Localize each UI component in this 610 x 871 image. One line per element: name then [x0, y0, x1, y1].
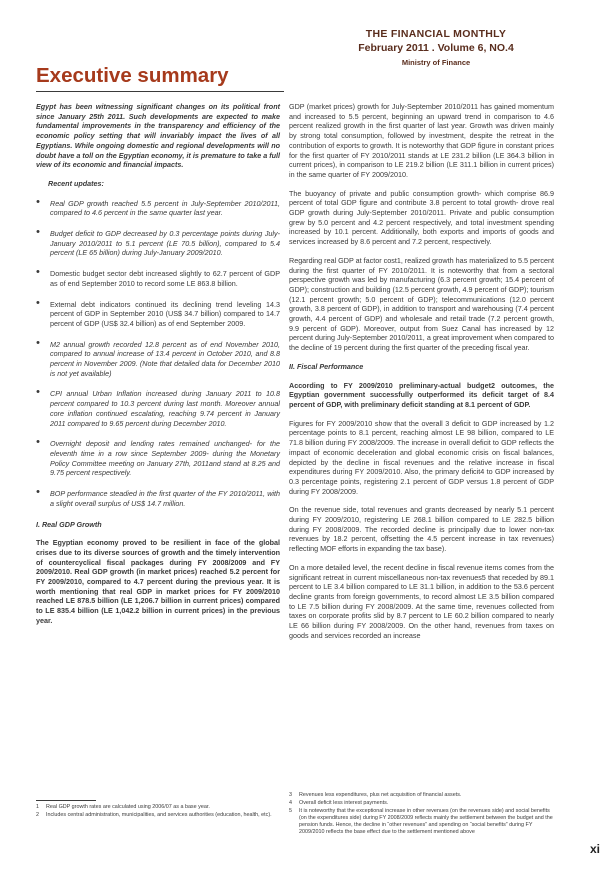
paragraph: On a more detailed level, the recent decline in fiscal revenue items comes from the significant retreat in current miscellaneous non-tax revenues5 that receded by 89.1 percent to LE 3.4 billion compared to LE 31.1 billion, in addition to the 53.6 percent decline grants from foreign governments, to record almost LE 3.5 billion compared to LE 7.5 billion during FY 2008/2009. At the same time, revenues collected from taxes on corporate profits slid by 8.7 percent to LE 60.2 billion compared to nearly LE 66 billion during FY 2008/2009. On the other hand, revenues from taxes on goods and services recorded an increase — [289, 562, 554, 640]
footnote: 2 Includes central administration, municipalities, and services authorities (education, health, etc). — [36, 812, 272, 818]
bullet-item: • Real GDP growth reached 5.5 percent in July-September 2010/2011, compared to 4.6 percent in the same quarter last year. — [36, 199, 280, 218]
intro-paragraph: Egypt has been witnessing significant changes on its political front since January 25th 2011. Such developments are expected to make fundamental improvements in the transparency and efficiency of the economic policy setting that will invariably impact the lives of all Egyptians. While ongoing domestic and regional developments will no doubt have a toll on the Egyptian economy, it is premature to take a full view of its economic and financial impacts. — [36, 102, 280, 170]
paragraph: Figures for FY 2009/2010 show that the overall 3 deficit to GDP increased by 1.2 percentage points to 8.1 percent, reaching almost LE 98 billion, compared to LE 71.8 billion during FY 2008/2009. The increase in overall deficit to GDP reflects the impact of economic deceleration and global economic crisis on fiscal balances, depicted by the decline in fiscal revenues and the relative increase in fiscal expenditures during FY 2009/2010. Also, the primary deficit4 to GDP increased by 0.3 percentage points, registering 2.1 percent of GDP versus 1.8 percent of GDP during FY 2008/2009. — [289, 418, 554, 496]
page-title: Executive summary — [36, 64, 229, 87]
footnote: 1 Real GDP growth rates are calculated using 2006/07 as a base year. — [36, 804, 210, 810]
right-column — [289, 102, 554, 649]
section-heading-gdp: I. Real GDP Growth — [36, 519, 102, 529]
bullet-item: • Overnight deposit and lending rates remained unchanged- for the eleventh time in a row since September 2009- during the Monetary Policy Committee meeting on January 27th, 2011and stand at 8.25 and 9.75 percent respectively. — [36, 439, 280, 478]
footnote-rule — [36, 800, 96, 801]
section-heading-fiscal: II. Fiscal Performance — [289, 361, 364, 371]
gdp-paragraph: The Egyptian economy proved to be resilient in face of the global crises due to its diverse sources of growth and the timely intervention of countercyclical fiscal packages during FY 2008/2009 and FY 2009/2010. Real GDP growth (in market prices) reached 5.2 percent for FY 2009/2010, compared to 4.7 percent during the previous year. It is worth mentioning that real GDP in market prices for FY 2009/2010 reached LE 878.5 billion (LE 1,206.7 billion in current prices) compared to LE 835.4 billion (LE 1,042.2 billion in current prices) in the previous year. — [36, 538, 280, 625]
bullet-item: • M2 annual growth recorded 12.8 percent as of end November 2010, compared to annual increase of 13.4 percent in October 2010, and 8.8 percent in November 2009. (Note that detailed data for December 2010 is not yet available) — [36, 340, 280, 379]
title-rule — [36, 91, 284, 92]
page-number: xi — [589, 842, 600, 856]
recent-updates-heading: Recent updates: — [48, 178, 104, 188]
title-block — [36, 64, 284, 92]
issue-line: February 2011 . Volume 6, NO.4 — [358, 42, 514, 54]
bullet-item: • Domestic budget sector debt increased slightly to 62.7 percent of GDP as of end September 2010 to record some LE 863.8 billion. — [36, 269, 280, 288]
paragraph: GDP (market prices) growth for July-September 2010/2011 has gained momentum and increased to 5.5 percent, beginning an upward trend in comparison to 4.6 percent realized growth in the first quarter of last year. Growth was driven mainly by strong total consumption, followed by investment, despite the retreat in the contribution of exports to growth. It is noteworthy that GDP figure in constant prices for the first quarter of FY 2010/2011 stands at LE 231.2 billion (LE 364.3 billion in current prices), in comparison to LE 219.2 billion (LE 311.1 billion in current prices) in the same quarter of FY 2009/2010. — [289, 102, 554, 179]
paragraph: On the revenue side, total revenues and grants decreased by nearly 5.1 percent during FY 2009/2010, registering LE 268.1 billion compared to LE 282.5 billion during FY 2008/2009. The recorded decline is principally due to lower non-tax revenues by 18.2 percent, offsetting the 4.5 percent increase in tax revenues) reflecting MOF efforts in expanding the tax base). — [289, 505, 554, 554]
footnote: 3 Revenues less expenditures, plus net acquisition of financial assets. — [289, 792, 462, 798]
fiscal-summary-paragraph: According to FY 2009/2010 preliminary-actual budget2 outcomes, the Egyptian government successfully outperformed its deficit target of 8.4 percent of GDP, with preliminary deficit standing at 8.1 percent of GDP. — [289, 380, 554, 409]
masthead — [316, 28, 556, 67]
footnote: 5 It is noteworthy that the exceptional increase in other revenues (on the revenues side) and social benefits (on the expenditures side) during FY 2008/2009 reflects mainly the settlement between the budget and the pension funds. Hence, the decline in “other revenues” and spending on “social benefits” during FY 2009/2010 reflects the base effect due to the settlement mentioned above — [289, 808, 553, 835]
paragraph: Regarding real GDP at factor cost1, realized growth has materialized to 5.5 percent during the first quarter of FY 2010/2011. It is noteworthy that from a sectoral perspective growth was led by manufacturing (6.3 percent growth; 15.4 percent of GDP); construction and building (12.5 percent growth, 4.9 percent of GDP); tourism (12.1 percent growth; 5.0 percent of GDP); telecommunications (12.0 percent growth, 3.8 percent of GDP), in addition to transport and warehousing (7.4 percent growth, 4.4 percent of GDP) and wholesale and retail trade (7.2 percent growth, 9.9 percent of GDP). Moreover, output from Suez Canal has increased by 12 percent during July-September 2010/2011, a great improvement when compared to the decline of 19 percent during the first quarter of the preceding fiscal year. — [289, 255, 554, 353]
bullet-item: • BOP performance steadied in the first quarter of the FY 2010/2011, with a slight overall surplus of US$ 14.7 million. — [36, 489, 280, 508]
publication-title: THE FINANCIAL MONTHLY — [365, 28, 507, 40]
bullet-item: • External debt indicators continued its declining trend leveling 14.3 percent of GDP in September 2010 (US$ 34.7 billion) compared to 14.7 percent of GDP (US$ 32.4 billion) as of end September 2009. — [36, 300, 280, 329]
footnote: 4 Overall deficit less interest payments. — [289, 800, 389, 806]
paragraph: The buoyancy of private and public consumption growth- which comprise 86.9 percent of total GDP figure and contribute 3.8 percent to total growth- drove real GDP growth during July-September 2010/2011. Private and public consumption grew by 5.0 percent and 4.2 percent respectively, and total investment spending increased by 10.1 percent. Additionally, both exports and imports of goods and services increased by 8.6 percent and 7.2 percent, respectively. — [289, 188, 554, 247]
bullet-item: • Budget deficit to GDP decreased by 0.3 percentage points during July-January 2010/2011 to 5.1 percent (LE 70.5 billion), compared to 5.4 percent (LE 65 billion) during July-January 2009/2010. — [36, 229, 280, 258]
publisher: Ministry of Finance — [401, 58, 471, 67]
right-footnotes — [289, 792, 554, 837]
left-footnotes — [36, 800, 280, 820]
bullet-item: • CPI annual Urban Inflation increased during January 2011 to 10.8 percent compared to 10.3 percent during last month. Moreover annual core inflation continued escalating, reaching 9.74 percent in January 2011 compared to 9.65 percent during December 2010. — [36, 389, 280, 428]
left-column — [36, 102, 280, 635]
